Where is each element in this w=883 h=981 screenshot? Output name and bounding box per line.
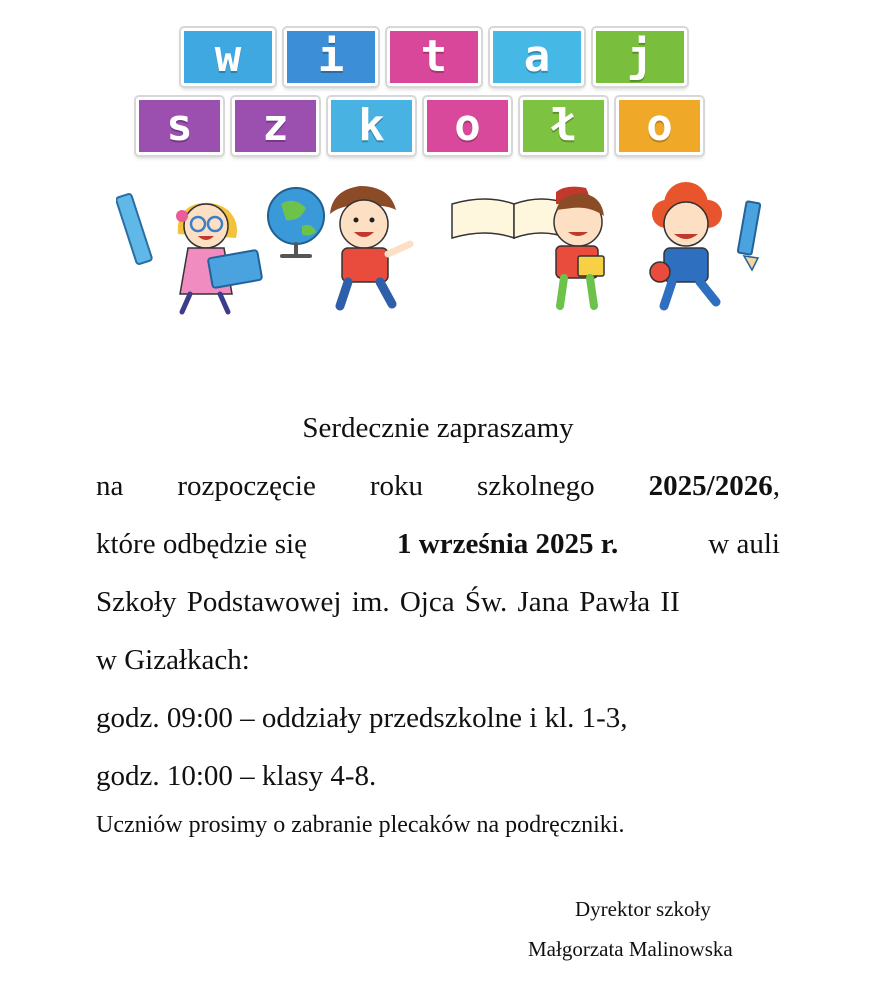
- schedule-item: godz. 10:00 – klasy 4-8.: [96, 760, 377, 792]
- word: rozpoczęcie: [177, 470, 316, 502]
- text-line-4: w Gizałkach:: [96, 644, 250, 676]
- signature-title: Dyrektor szkoły: [575, 897, 711, 921]
- kids-illustration: [116, 174, 776, 318]
- comma: ,: [772, 470, 780, 502]
- title-row-witaj: [181, 28, 687, 86]
- letter-tile: s: [136, 97, 223, 155]
- school-year-value: 2025/2026: [648, 470, 773, 502]
- note: Uczniów prosimy o zabranie plecaków na podręczniki.: [96, 812, 625, 838]
- text-line-1: [96, 457, 780, 515]
- school-year: [649, 457, 780, 515]
- globe-icon: [268, 188, 324, 256]
- letter-tile: i: [284, 28, 378, 86]
- boy-brown-hair-icon: [330, 186, 410, 306]
- schedule-item: godz. 09:00 – oddziały przedszkolne i kl. 1-3,: [96, 702, 628, 734]
- event-date: 1 września 2025 r.: [397, 528, 619, 560]
- letter-tile: a: [490, 28, 584, 86]
- letter-tile: t: [387, 28, 481, 86]
- word: szkolnego: [477, 470, 595, 502]
- heading: Serdecznie zapraszamy: [302, 412, 574, 444]
- boy-with-book-icon: [452, 187, 604, 306]
- letter-tile: o: [424, 97, 511, 155]
- girl-with-glasses-icon: [116, 193, 262, 312]
- boy-red-hair-icon: [650, 182, 760, 306]
- letter-tile: w: [181, 28, 275, 86]
- word: roku: [369, 470, 424, 502]
- text-line-3: Szkoły Podstawowej im. Ojca Św. Jana Pawła II: [96, 586, 680, 618]
- letter-tile: o: [616, 97, 703, 155]
- text-segment: w auli: [708, 528, 780, 560]
- invitation-text: [96, 399, 780, 845]
- text-line-2: [96, 515, 780, 573]
- text-segment: które odbędzie się: [96, 528, 307, 560]
- word: na: [96, 470, 124, 502]
- letter-tile: k: [328, 97, 415, 155]
- signature-name: Małgorzata Malinowska: [528, 937, 733, 961]
- letter-tile: z: [232, 97, 319, 155]
- letter-tile: ł: [520, 97, 607, 155]
- letter-tile: j: [593, 28, 687, 86]
- title-row-szkolo: [136, 97, 703, 155]
